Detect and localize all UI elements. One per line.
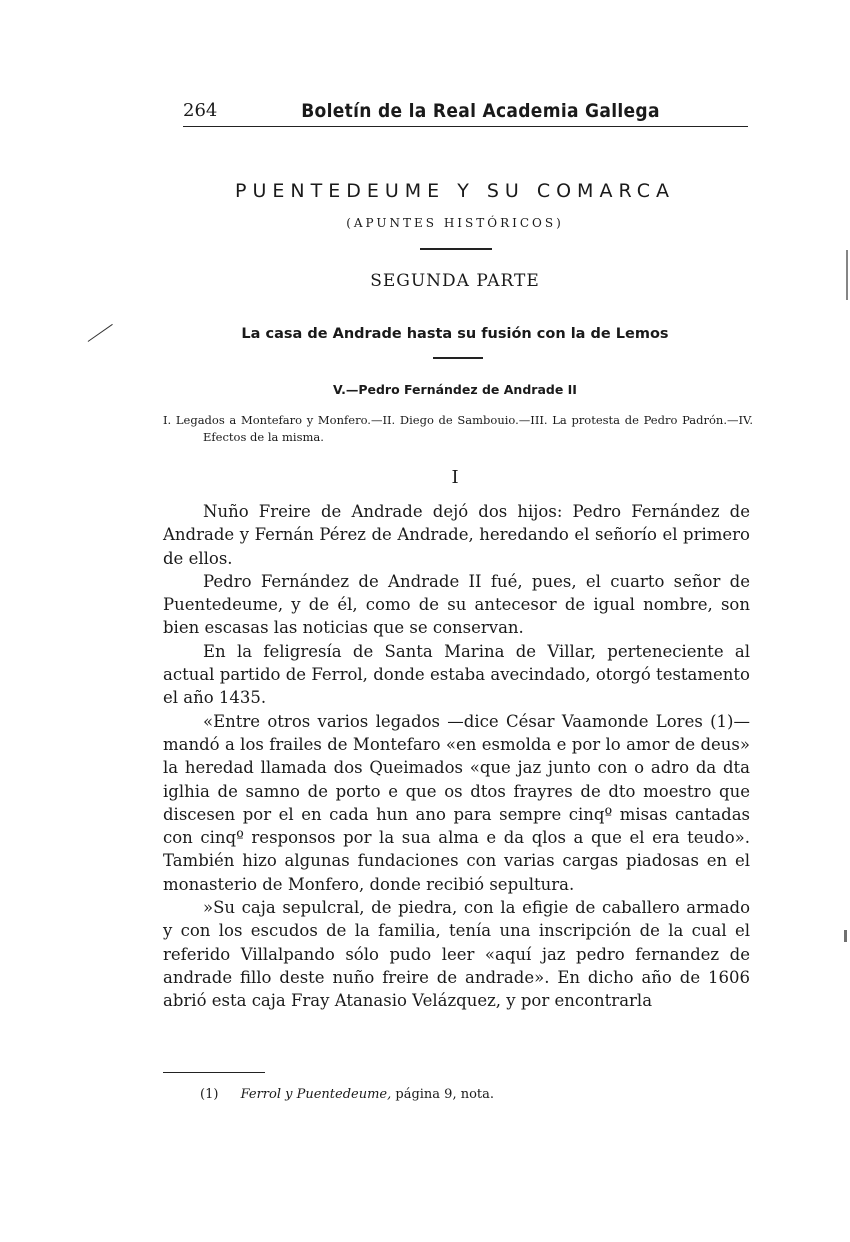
- page-number: 264: [183, 100, 218, 121]
- section-numeral: I: [451, 467, 459, 488]
- scan-mark: [88, 324, 113, 342]
- paragraph: Pedro Fernández de Andrade II fué, pues, el cuarto señor de Puentedeume, y de él, como de su antecesor de igual nombre, son bien escasas las noticias que se conservan.: [163, 571, 750, 638]
- footnote-work: Ferrol y Puentedeume,: [240, 1087, 392, 1102]
- part-heading: SEGUNDA PARTE: [370, 271, 540, 291]
- chapter-summary: I. Legados a Montefaro y Monfero.—II. Diego de Sambouio.—III. La protesta de Pedro Padrón.—IV. Efectos de la misma.: [163, 413, 753, 444]
- running-header: [183, 100, 748, 127]
- paragraph: Nuño Freire de Andrade dejó dos hijos: Pedro Fernández de Andrade y Fernán Pérez de Andrade, heredando el señorío el primero de ellos.: [163, 502, 750, 568]
- paragraph: «Entre otros varios legados —dice César Vaamonde Lores (1)— mandó a los frailes de Montefaro «en esmolda e por lo amor de deus» la heredad llamada dos Queimados «que jaz junto con o adro da dta iglhia de samno de porto e que os dtos frayres de dto moestro que discesen por el en cada hun ano para sempre cinqº misas cantadas con cinqº responsos por la sua alma e da qlos a que el era teudo». También hizo algunas fundaciones con varias cargas piadosas en el monasterio de Monfero, donde recibió sepultura.: [163, 711, 750, 894]
- article-subtitle: (APUNTES HISTÓRICOS): [346, 216, 564, 230]
- footnote-mark: (1): [200, 1087, 219, 1102]
- section-divider: [433, 357, 483, 359]
- section-title: La casa de Andrade hasta su fusión con la de Lemos: [241, 326, 669, 342]
- article-title: PUENTEDEUME Y SU COMARCA: [235, 180, 675, 202]
- paragraph: »Su caja sepulcral, de piedra, con la efigie de caballero armado y con los escudos de la familia, tenía una inscripción de la cual el referido Villalpando sólo pudo leer «aquí jaz pedro fernandez de andrade fillo deste nuño freire de andrade». En dicho año de 1606 abrió esta caja Fray Atanasio Velázquez, y por encontrarla: [163, 898, 750, 1011]
- footnote: [200, 1087, 750, 1102]
- scan-mark: [844, 930, 847, 942]
- paragraph: En la feligresía de Santa Marina de Villar, perteneciente al actual partido de Ferrol, donde estaba avecindado, otorgó testamento el año 1435.: [163, 641, 750, 708]
- journal-title: Boletín de la Real Academia Gallega: [301, 100, 660, 122]
- chapter-title: V.—Pedro Fernández de Andrade II: [333, 382, 577, 397]
- body-text: [163, 500, 750, 1013]
- footnote-divider: [163, 1072, 265, 1073]
- title-divider: [420, 248, 492, 250]
- footnote-text: página 9, nota.: [395, 1087, 495, 1102]
- scan-mark: [846, 250, 848, 300]
